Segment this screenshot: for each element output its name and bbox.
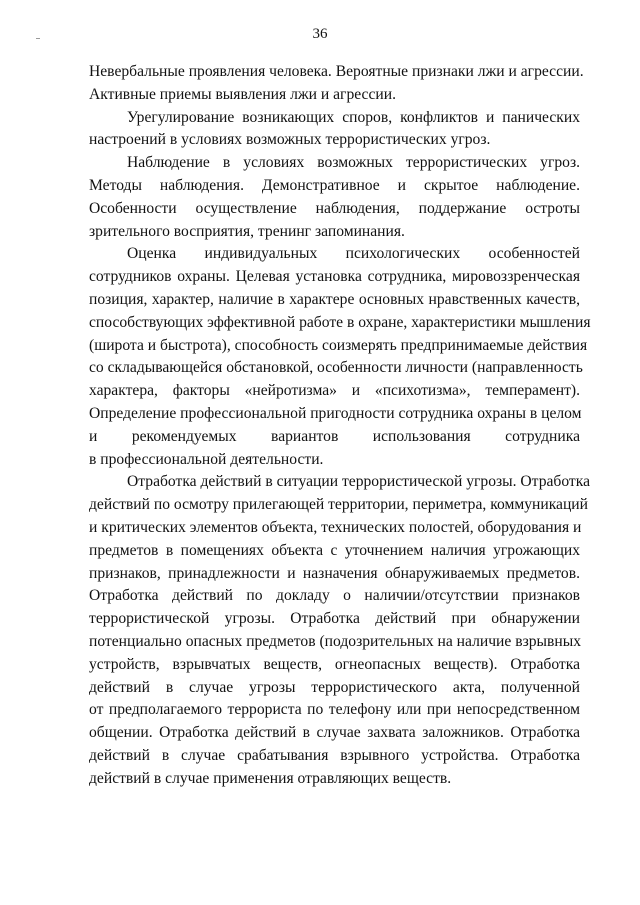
text-line: и критических элементов объекта, технических полостей, оборудования и (89, 518, 582, 536)
text-line: в профессиональной деятельности. (89, 450, 324, 468)
paragraph-nonverbal (89, 61, 584, 107)
text-line: Отработка действий по докладу о наличии/отсутствии признаков (89, 587, 580, 605)
text-line: Методы наблюдения. Демонстративное и скрытое наблюдение. (89, 176, 580, 194)
text-line: действий в случае применения отравляющих веществ. (89, 769, 452, 787)
text-line: (широта и быстрота), способность соизмерять предпринимаемые действия (89, 336, 588, 354)
scan-mark (36, 38, 40, 39)
text-line: и рекомендуемых вариантов использования сотрудника (89, 427, 580, 445)
text-line: со складывающейся обстановкой, особенности личности (направленность (89, 359, 583, 377)
paragraph-observation (89, 152, 580, 243)
text-line: Урегулирование возникающих споров, конфликтов и панических (127, 108, 580, 126)
paragraph-dispute-resolution (89, 107, 580, 153)
text-line: характера, факторы «нейротизма» и «психотизма», темперамент). (89, 382, 580, 400)
text-line: действий в случае угрозы террористического акта, полученной (89, 678, 580, 696)
text-line: устройств, взрывчатых веществ, огнеопасных веществ). Отработка (89, 655, 580, 673)
text-line: общении. Отработка действий в случае захвата заложников. Отработка (89, 724, 580, 742)
text-line: Отработка действий в ситуации террористической угрозы. Отработка (127, 473, 591, 491)
text-line: действий по осмотру прилегающей территории, периметра, коммуникаций (89, 496, 588, 514)
document-body (89, 61, 591, 791)
text-line: от предполагаемого террориста по телефону или при непосредственном (89, 701, 580, 719)
text-line: сотрудников охраны. Целевая установка сотрудника, мировоззренческая (89, 268, 580, 286)
paragraph-threat-drills (89, 471, 591, 790)
paragraph-psych-assessment (89, 243, 591, 471)
text-line: Определение профессиональной пригодности сотрудника охраны в целом (89, 404, 582, 422)
text-line: террористической угрозы. Отработка действий при обнаружении (89, 610, 580, 628)
text-line: признаков, принадлежности и назначения обнаруживаемых предметов. (89, 564, 580, 582)
text-line: потенциально опасных предметов (подозрительных на наличие взрывных (89, 632, 581, 650)
text-line: настроений в условиях возможных террористических угроз. (89, 131, 491, 149)
text-line: предметов в помещениях объекта с уточнением наличия угрожающих (89, 541, 580, 559)
text-line: Невербальные проявления человека. Вероятные признаки лжи и агрессии. (89, 63, 584, 80)
text-line: способствующих эффективной работе в охране, характеристики мышления (89, 313, 591, 331)
text-line: зрительного восприятия, тренинг запоминания. (89, 222, 405, 240)
text-line: Активные приемы выявления лжи и агрессии. (89, 85, 396, 103)
text-line: позиция, характер, наличие в характере основных нравственных качеств, (89, 290, 580, 308)
page-number: 36 (312, 26, 328, 42)
text-line: Наблюдение в условиях возможных террористических угроз. (127, 154, 580, 172)
text-line: Оценка индивидуальных психологических особенностей (127, 245, 580, 263)
text-line: Особенности осуществление наблюдения, поддержание остроты (89, 199, 580, 217)
text-line: действий в случае срабатывания взрывного устройства. Отработка (89, 746, 580, 764)
